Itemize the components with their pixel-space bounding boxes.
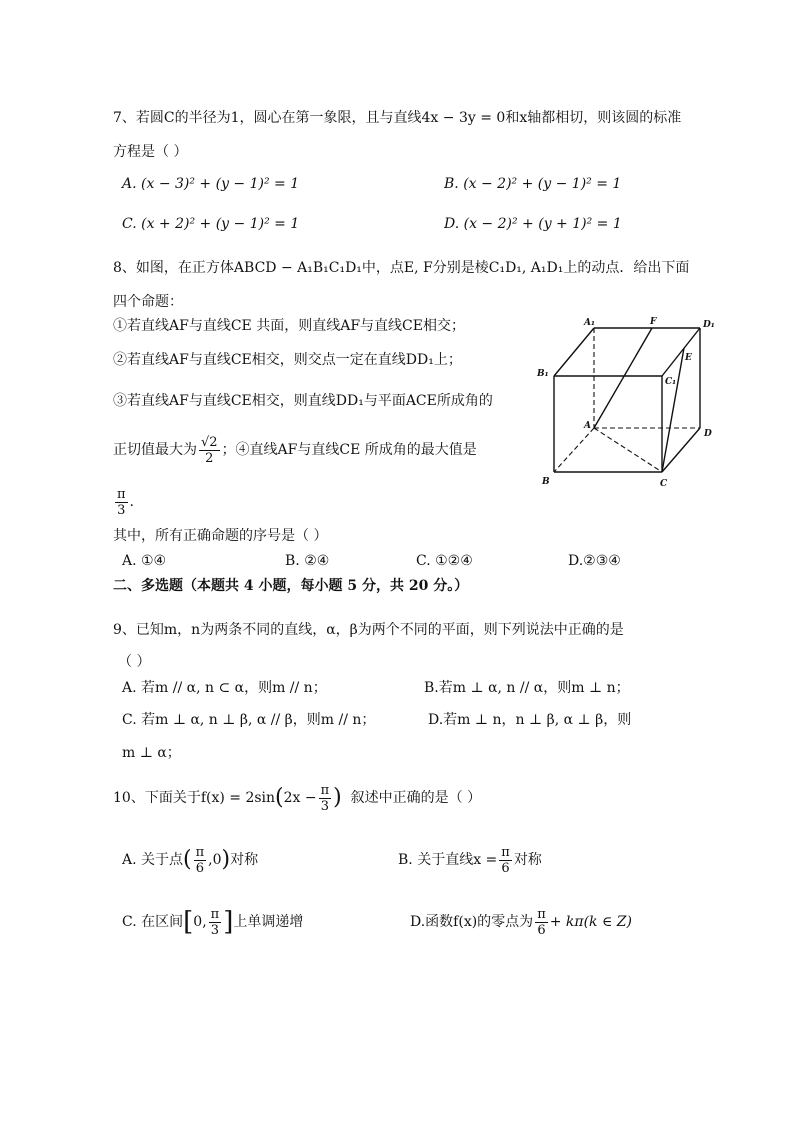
q8-p4-num: π — [117, 486, 126, 502]
q10-a-six: 6 — [195, 860, 205, 876]
q7-option-b: B. (x − 2)² + (y − 1)² = 1 — [444, 176, 622, 192]
label-d: D — [704, 429, 712, 439]
q8-proposition-4-cont — [113, 484, 134, 520]
q10-arg: 2x − — [283, 790, 317, 806]
q10-option-c — [122, 902, 303, 942]
q10-fraction — [319, 783, 332, 814]
q10-d-fraction — [535, 907, 548, 938]
q8-option-b: B. ②④ — [285, 553, 330, 569]
q10-c-rbracket: ] — [223, 907, 234, 937]
q9-option-c: C. 若m ⊥ α, n ⊥ β, α // β，则m // n； — [122, 712, 376, 728]
q10-a-rparen: ) — [221, 847, 231, 872]
q10-d-six: 6 — [537, 922, 546, 938]
q8-p3-den: 2 — [205, 450, 214, 466]
q10-d-prefix: D.函数f(x)的零点为 — [410, 914, 534, 930]
label-e: E — [685, 353, 692, 363]
q10-stem-prefix: 10、下面关于f(x) = 2sin — [113, 790, 276, 806]
q10-three: 3 — [320, 798, 330, 814]
q7-option-c: C. (x + 2)² + (y − 1)² = 1 — [122, 216, 300, 232]
q9-option-b: B.若m ⊥ α, n // α，则m ⊥ n； — [424, 680, 630, 696]
q7-stem-line1: 7、若圆C的半径为1，圆心在第一象限，且与直线4x − 3y = 0和x轴都相切，则该圆的标准 — [113, 110, 682, 126]
q10-stem-suffix: 叙述中正确的是（ ） — [350, 790, 482, 806]
q10-b-fraction — [499, 845, 512, 876]
q9-option-d: D.若m ⊥ n，n ⊥ β, α ⊥ β，则 — [428, 712, 632, 728]
q10-d-suffix: + kπ(k ∈ Z) — [549, 914, 632, 930]
q8-stem-line1: 8、如图，在正方体ABCD − A₁B₁C₁D₁中，点E, F分别是棱C₁D₁, A₁D₁上的动点．给出下面 — [113, 260, 690, 276]
q10-b-prefix: B. 关于直线x = — [398, 852, 498, 868]
q10-c-prefix: C. 在区间 — [122, 914, 184, 930]
q10-option-a — [122, 840, 258, 880]
q10-b-six: 6 — [501, 860, 510, 876]
q10-option-d — [410, 902, 632, 942]
q9-stem-line2: （ ） — [118, 654, 151, 670]
q8-option-a: A. ①④ — [122, 553, 167, 569]
q8-p3-fraction — [199, 435, 220, 466]
q8-proposition-2: ②若直线AF与直线CE相交，则交点一定在直线DD₁上； — [113, 352, 462, 368]
q10-b-pi: π — [501, 844, 510, 860]
cube-figure — [532, 310, 732, 490]
q10-d-pi: π — [537, 906, 546, 922]
label-a1: A₁ — [584, 318, 595, 328]
q8-p4-suffix: . — [129, 494, 134, 510]
q7-option-a: A. (x − 3)² + (y − 1)² = 1 — [122, 176, 300, 192]
label-f: F — [650, 317, 657, 327]
q10-a-suffix: 对称 — [230, 852, 259, 868]
q8-option-c: C. ①②④ — [416, 553, 473, 569]
q10-left-paren: ( — [275, 785, 284, 810]
q10-c-pi: π — [210, 906, 220, 922]
q10-c-zero: 0, — [193, 914, 207, 930]
q8-proposition-3: ③若直线AF与直线CE相交，则直线DD₁与平面ACE所成角的 — [113, 393, 493, 409]
label-d1: D₁ — [703, 320, 715, 330]
q10-a-zero: ,0 — [208, 852, 222, 868]
q8-option-d: D.②③④ — [568, 553, 621, 569]
section-2-heading: 二、多选题（本题共 4 小题，每小题 5 分，共 20 分。） — [113, 578, 469, 594]
q10-a-pi: π — [195, 844, 205, 860]
q10-b-suffix: 对称 — [513, 852, 542, 868]
q9-stem-line1: 9、已知m，n为两条不同的直线，α，β为两个不同的平面，则下列说法中正确的是 — [113, 622, 624, 638]
q10-c-fraction — [209, 907, 222, 938]
q8-p4-fraction — [115, 487, 128, 518]
q7-stem-line2: 方程是（ ） — [113, 144, 188, 160]
q7-option-d: D. (x − 2)² + (y + 1)² = 1 — [444, 216, 622, 232]
q10-c-lbracket: [ — [183, 907, 194, 937]
label-c: C — [660, 479, 668, 489]
label-a: A — [584, 421, 591, 431]
q8-ask: 其中，所有正确命题的序号是（ ） — [113, 528, 328, 544]
label-b: B — [542, 477, 550, 487]
q9-option-a: A. 若m // α, n ⊂ α，则m // n； — [122, 680, 327, 696]
q8-proposition-3-cont — [113, 432, 477, 468]
q10-pi: π — [320, 782, 330, 798]
q8-proposition-1: ①若直线AF与直线CE 共面，则直线AF与直线CE相交； — [113, 318, 465, 334]
label-b1: B₁ — [537, 369, 549, 379]
q10-a-prefix: A. 关于点 — [122, 852, 184, 868]
q10-option-b — [398, 840, 542, 880]
q10-a-fraction — [194, 845, 207, 876]
q9-option-d-cont: m ⊥ α； — [122, 745, 181, 761]
q8-p3-prefix: 正切值最大为 — [113, 442, 197, 458]
q8-stem-line2: 四个命题： — [113, 294, 183, 310]
q8-p3-num: √2 — [201, 434, 218, 450]
q10-right-paren: ) — [333, 785, 342, 810]
q8-p3-suffix: ；④直线AF与直线CE 所成角的最大值是 — [221, 442, 477, 458]
label-c1: C₁ — [665, 377, 677, 387]
q10-a-lparen: ( — [183, 847, 192, 872]
q10-c-three: 3 — [210, 922, 220, 938]
q10-stem — [113, 778, 481, 818]
q10-c-suffix: 上单调递增 — [233, 914, 304, 930]
q8-p4-den: 3 — [117, 502, 126, 518]
